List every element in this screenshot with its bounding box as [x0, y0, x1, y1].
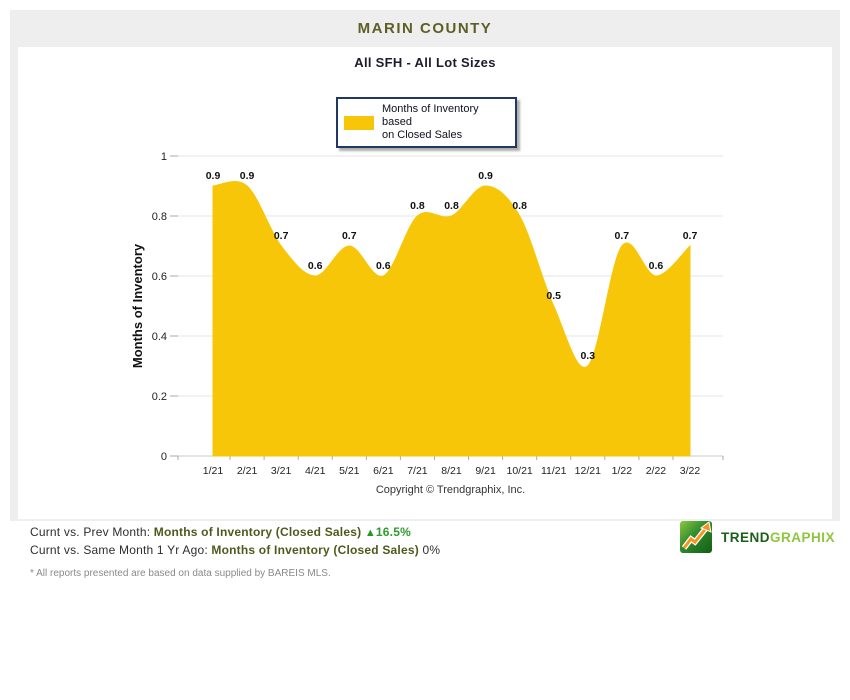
y-axis-tick-label: 0.6 [151, 271, 167, 283]
trendgraphix-logo [680, 521, 835, 553]
stat-metric-label: Months of Inventory (Closed Sales) [153, 525, 362, 539]
x-axis-label: 7/21 [407, 465, 428, 477]
area-series [213, 182, 690, 456]
y-axis-tick-label: 0 [160, 451, 167, 463]
title-band [10, 10, 840, 47]
data-label: 0.7 [614, 230, 630, 242]
x-axis-label: 6/21 [373, 465, 394, 477]
x-axis-label: 3/22 [679, 465, 701, 477]
x-axis-label: 12/21 [574, 465, 601, 477]
chart-container [18, 47, 832, 519]
x-axis-label: 9/21 [475, 465, 496, 477]
comparison-stats [30, 524, 440, 559]
y-axis-tick-label: 1 [160, 151, 167, 163]
legend-label: Months of Inventory based on Closed Sales [382, 103, 479, 141]
legend-swatch-icon [344, 116, 374, 130]
x-axis-label: 8/21 [441, 465, 462, 477]
data-label: 0.8 [410, 200, 425, 212]
y-axis-tick-label: 0.2 [151, 391, 167, 403]
stat-metric-label: Months of Inventory (Closed Sales) [211, 543, 419, 557]
x-axis-label: 4/21 [304, 465, 326, 477]
logo-wordmark: TRENDGRAPHIX [721, 529, 836, 545]
x-axis-label: 1/22 [611, 465, 633, 477]
stat-change-value: 16.5% [375, 525, 411, 539]
trendgraphix-logo-icon [680, 521, 715, 553]
data-label: 0.7 [341, 230, 357, 242]
data-label: 0.8 [444, 200, 459, 212]
data-label: 0.7 [682, 230, 698, 242]
data-label: 0.8 [512, 200, 527, 212]
data-source-footnote: * All reports presented are based on data supplied by BAREIS MLS. [30, 568, 331, 579]
x-axis-label: 3/21 [270, 465, 292, 477]
stat-change-value: 0% [422, 543, 441, 557]
x-axis-label: 1/21 [202, 465, 224, 477]
chart-copyright: Copyright © Trendgraphix, Inc. [375, 484, 526, 496]
data-label: 0.9 [239, 170, 255, 182]
report-panel [10, 10, 840, 521]
x-axis-label: 11/21 [540, 465, 567, 477]
y-axis-title: Months of Inventory [130, 243, 145, 369]
y-axis-tick-label: 0.4 [151, 331, 167, 343]
data-label: 0.6 [307, 260, 323, 272]
page-title: MARIN COUNTY [357, 20, 493, 37]
x-axis-label: 2/22 [645, 465, 667, 477]
up-arrow-icon: ▲ [364, 527, 376, 539]
data-label: 0.3 [580, 350, 596, 362]
data-label: 0.6 [376, 260, 391, 272]
chart-legend [336, 97, 517, 148]
stat-line-prev-month: Curnt vs. Prev Month: Months of Inventory (Closed Sales) ▲16.5% [30, 525, 411, 539]
x-axis-label: 10/21 [506, 465, 533, 477]
stat-line-year-ago: Curnt vs. Same Month 1 Yr Ago: Months of Inventory (Closed Sales) 0% [30, 543, 441, 557]
x-axis-label: 5/21 [339, 465, 360, 477]
chart-subtitle: All SFH - All Lot Sizes [354, 55, 496, 70]
data-label: 0.5 [546, 290, 562, 302]
x-axis-label: 2/21 [236, 465, 258, 477]
data-label: 0.9 [205, 170, 221, 182]
data-label: 0.6 [648, 260, 664, 272]
y-axis-tick-label: 0.8 [151, 211, 167, 223]
data-label: 0.7 [273, 230, 289, 242]
data-label: 0.9 [478, 170, 493, 182]
